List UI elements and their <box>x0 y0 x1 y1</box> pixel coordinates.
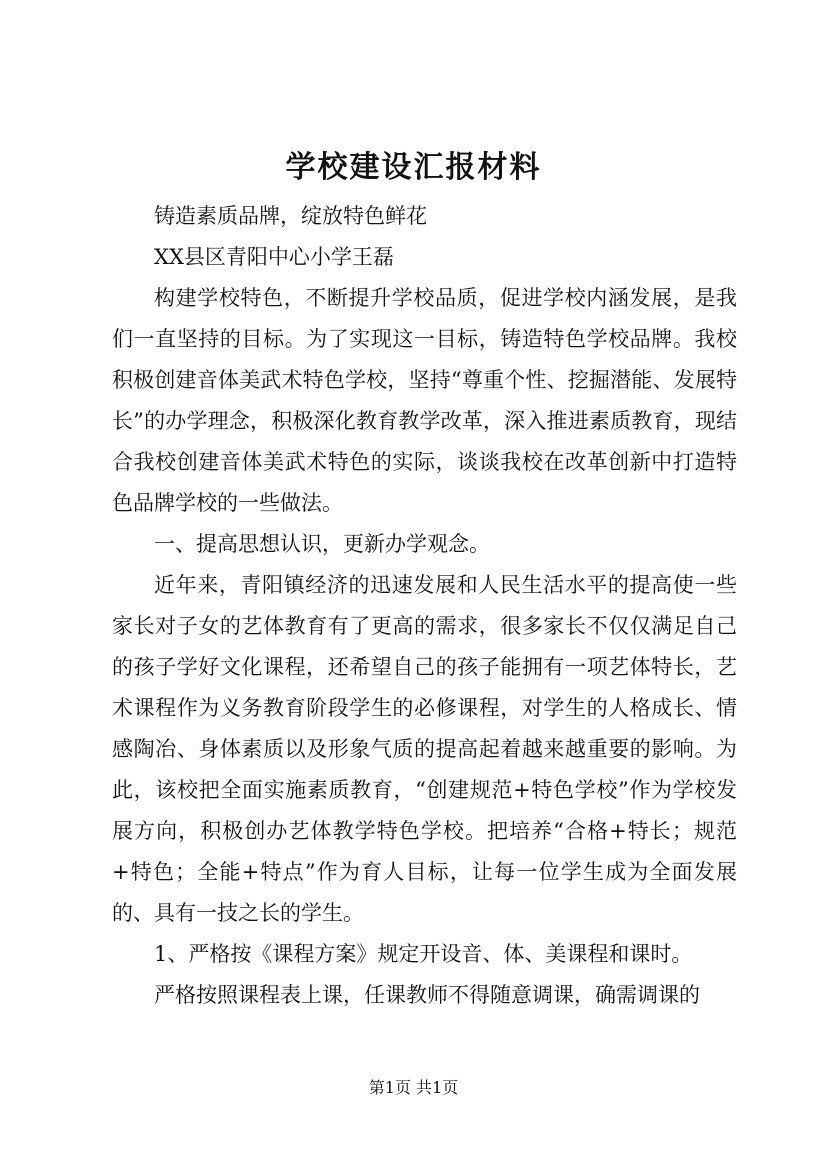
page-footer: 第1页 共1页 <box>368 1078 459 1097</box>
intro-paragraph: 构建学校特色，不断提升学校品质，促进学校内涵发展，是我们一直坚持的目标。为了实现这一目标，铸造特色学校品牌。我校积极创建音体美武术特色学校，坚持“尊重个性、挖掘潜能、发展特长”的办学理念，积极深化教育教学改革，深入推进素质教育，现结合我校创建音体美武术特色的实际，谈谈我校在改革创新中打造特色品牌学校的一些做法。 <box>112 286 737 515</box>
author-paragraph: XX县区青阳中心小学王磊 <box>154 245 394 269</box>
section-heading-1: 一、提高思想认识，更新办学观念。 <box>154 532 490 556</box>
subtitle-paragraph: 铸造素质品牌，绽放特色鲜花 <box>154 204 427 228</box>
document-body <box>112 196 737 1016</box>
document-title: 学校建设汇报材料 <box>285 150 542 185</box>
subsection-1-paragraph: 严格按照课程表上课，任课教师不得随意调课，确需调课的 <box>154 983 700 1007</box>
subsection-heading-1: 1、严格按《课程方案》规定开设音、体、美课程和课时。 <box>154 942 693 966</box>
section-1-paragraph: 近年来，青阳镇经济的迅速发展和人民生活水平的提高使一些家长对子女的艺体教育有了更高的需求，很多家长不仅仅满足自己的孩子学好文化课程，还希望自己的孩子能拥有一项艺体特长，艺术课程作为义务教育阶段学生的必修课程，对学生的人格成长、情感陶冶、身体素质以及形象气质的提高起着越来越重要的影响。为此，该校把全面实施素质教育，“创建规范+特色学校”作为学校发展方向，积极创办艺体教学特色学校。把培养“合格+特长；规范+特色；全能+特点”作为育人目标，让每一位学生成为全面发展的、具有一技之长的学生。 <box>112 573 737 925</box>
